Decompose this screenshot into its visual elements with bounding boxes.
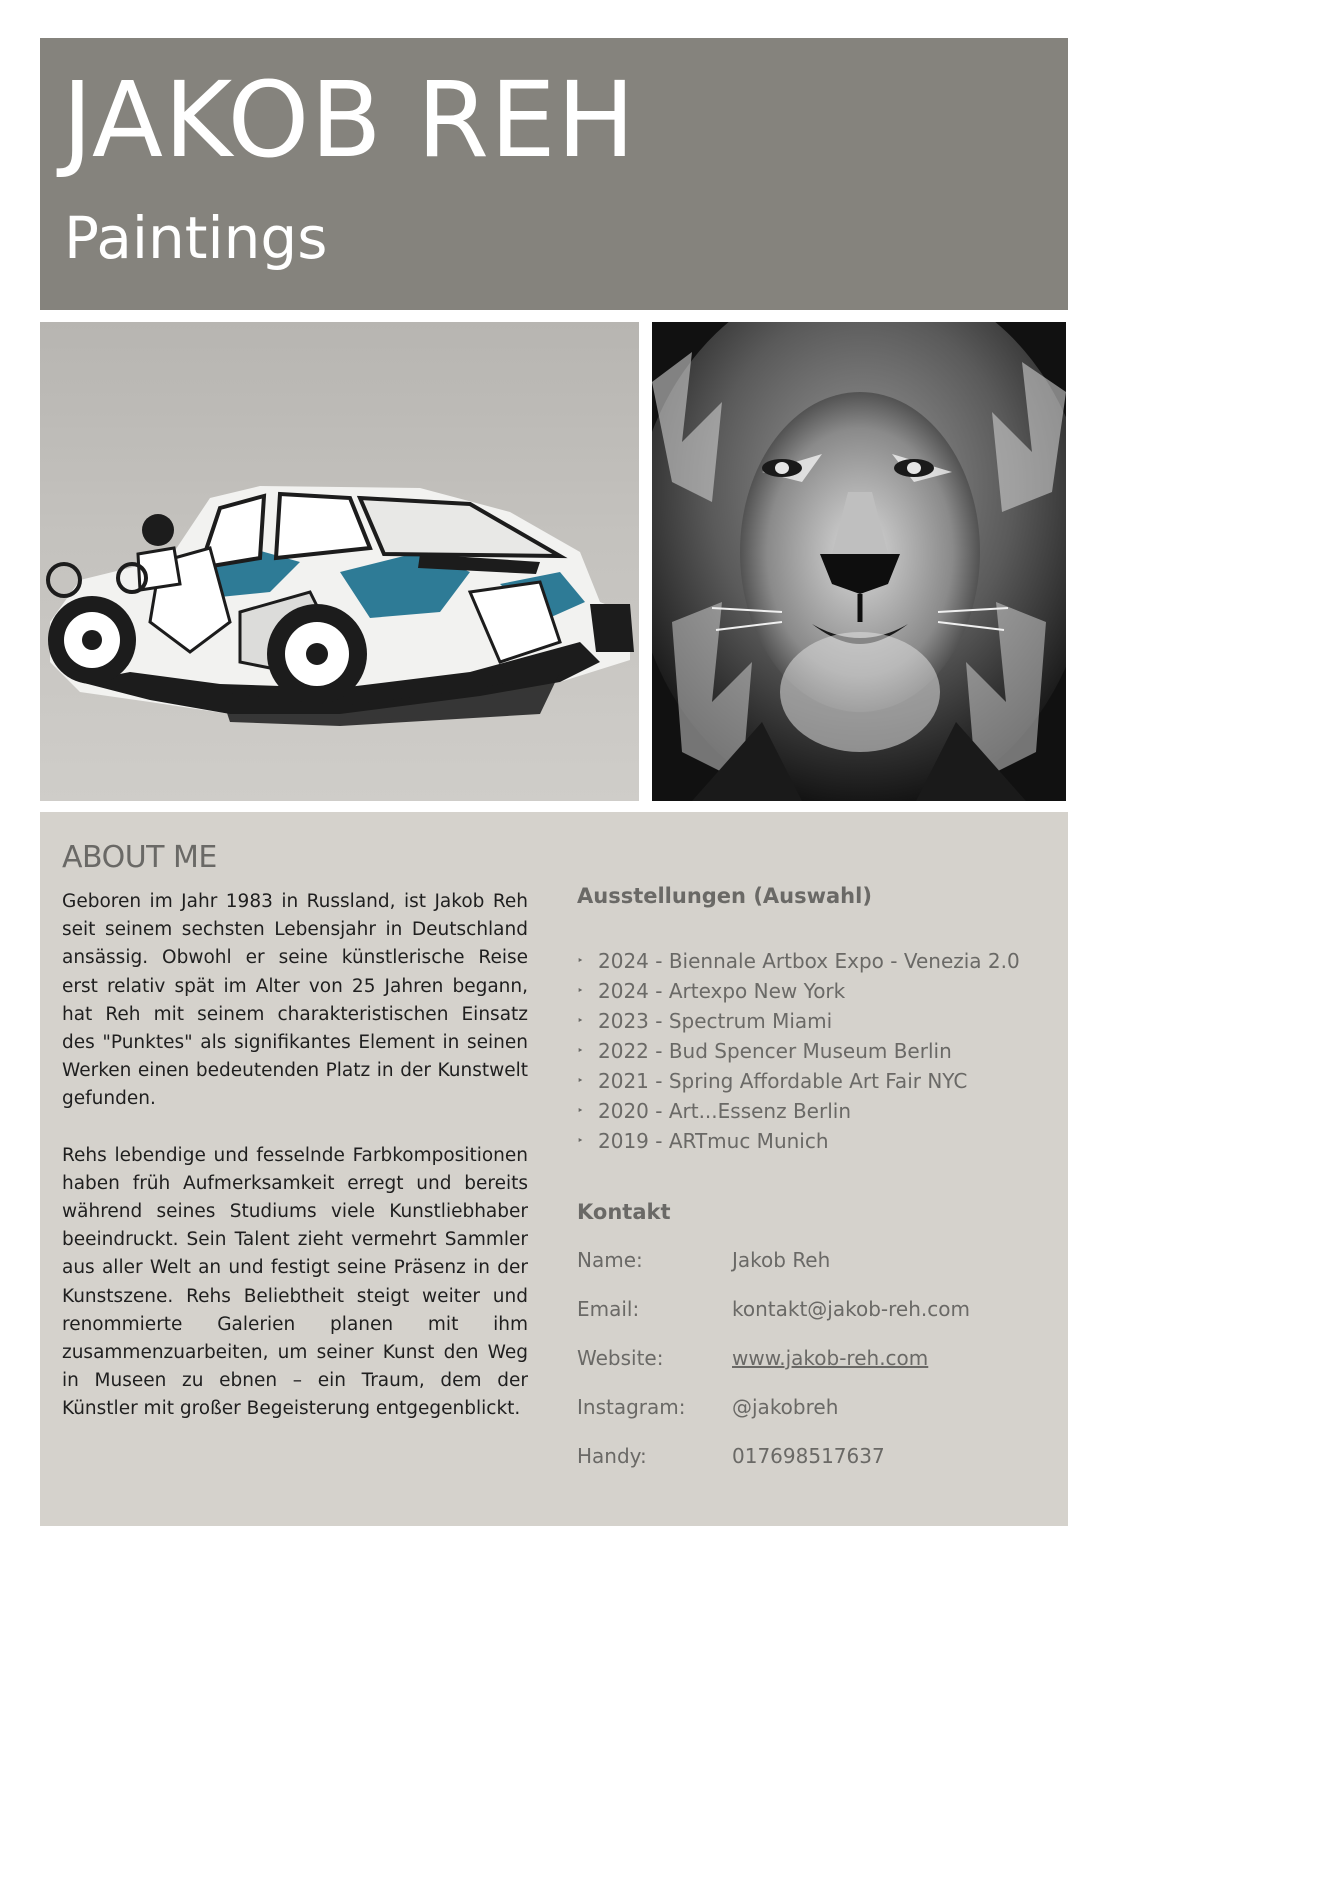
car-painting <box>40 322 639 801</box>
exhibition-item <box>577 1036 1047 1066</box>
artist-name: JAKOB REH <box>62 59 636 181</box>
bio-paragraph: Geboren im Jahr 1983 in Russland, ist Jakob Reh seit seinem sechsten Lebensjahr in Deutschland ansässig. Obwohl er seine künstlerische Reise erst relativ spät im Alter von 25 Jahren begann, hat Reh mit seinem charakteristischen Einsatz des "Punktes" als signifikantes Element in seinen Werken einen bedeutenden Platz in der Kunstwelt gefunden. <box>62 891 528 1110</box>
bullet-arrow-icon: ‣ <box>577 1044 584 1057</box>
instagram-label: Instagram: <box>577 1395 686 1419</box>
exhibition-item <box>577 1006 1047 1036</box>
exhibition-text: 2021 - Spring Affordable Art Fair NYC <box>598 1069 968 1093</box>
bullet-arrow-icon: ‣ <box>577 1074 584 1087</box>
exhibition-item <box>577 1096 1047 1126</box>
exhibition-text: 2023 - Spectrum Miami <box>598 1009 833 1033</box>
bio-paragraph: Rehs lebendige und fesselnde Farbkompositionen haben früh Aufmerksamkeit erregt und bereits während seines Studiums viele Kunstliebhaber beeindruckt. Sein Talent zieht vermehrt Sammler aus aller Welt an und festigt seine Präsenz in der Kunstszene. Rehs Beliebtheit steigt weiter und renommierte Galerien planen mit ihm zusammenzuarbeiten, um seiner Kunst den Weg in Museen zu ebnen – ein Traum, dem der Künstler mit großer Begeisterung entgegenblickt. <box>62 1144 528 1420</box>
biography <box>62 888 528 1452</box>
contact-row-name <box>577 1248 1047 1297</box>
lion-painting <box>652 322 1066 801</box>
car-painting-graphic <box>40 322 639 801</box>
about-title: ABOUT ME <box>62 840 217 875</box>
exhibition-item <box>577 976 1047 1006</box>
bullet-arrow-icon: ‣ <box>577 984 584 997</box>
bullet-arrow-icon: ‣ <box>577 1104 584 1117</box>
exhibition-item <box>577 946 1047 976</box>
exhibition-text: 2024 - Artexpo New York <box>598 979 846 1003</box>
header-banner <box>40 38 1068 310</box>
exhibitions-section <box>577 884 1047 1156</box>
name-label: Name: <box>577 1248 643 1272</box>
bullet-arrow-icon: ‣ <box>577 1134 584 1147</box>
exhibitions-list <box>577 946 1047 1156</box>
exhibition-text: 2019 - ARTmuc Munich <box>598 1129 829 1153</box>
contact-row-email <box>577 1297 1047 1346</box>
contact-section <box>577 1200 1047 1493</box>
website-label: Website: <box>577 1346 664 1370</box>
exhibitions-title: Ausstellungen (Auswahl) <box>577 884 872 908</box>
exhibition-item <box>577 1066 1047 1096</box>
contact-row-phone <box>577 1444 1047 1493</box>
email-label: Email: <box>577 1297 640 1321</box>
exhibition-text: 2022 - Bud Spencer Museum Berlin <box>598 1039 952 1063</box>
exhibition-text: 2024 - Biennale Artbox Expo - Venezia 2.0 <box>598 949 1020 973</box>
exhibition-item <box>577 1126 1047 1156</box>
bullet-arrow-icon: ‣ <box>577 954 584 967</box>
contact-title: Kontakt <box>577 1200 671 1224</box>
phone-label: Handy: <box>577 1444 647 1468</box>
contact-row-instagram <box>577 1395 1047 1444</box>
page-subtitle: Paintings <box>64 204 328 272</box>
phone-value: 017698517637 <box>732 1444 885 1468</box>
about-section <box>40 812 1068 1526</box>
lion-painting-graphic <box>652 322 1066 801</box>
contact-row-website <box>577 1346 1047 1395</box>
email-value: kontakt@jakob-reh.com <box>732 1297 970 1321</box>
name-value: Jakob Reh <box>732 1248 831 1272</box>
website-link[interactable]: www.jakob-reh.com <box>732 1346 929 1370</box>
bullet-arrow-icon: ‣ <box>577 1014 584 1027</box>
instagram-value: @jakobreh <box>732 1395 839 1419</box>
exhibition-text: 2020 - Art...Essenz Berlin <box>598 1099 851 1123</box>
